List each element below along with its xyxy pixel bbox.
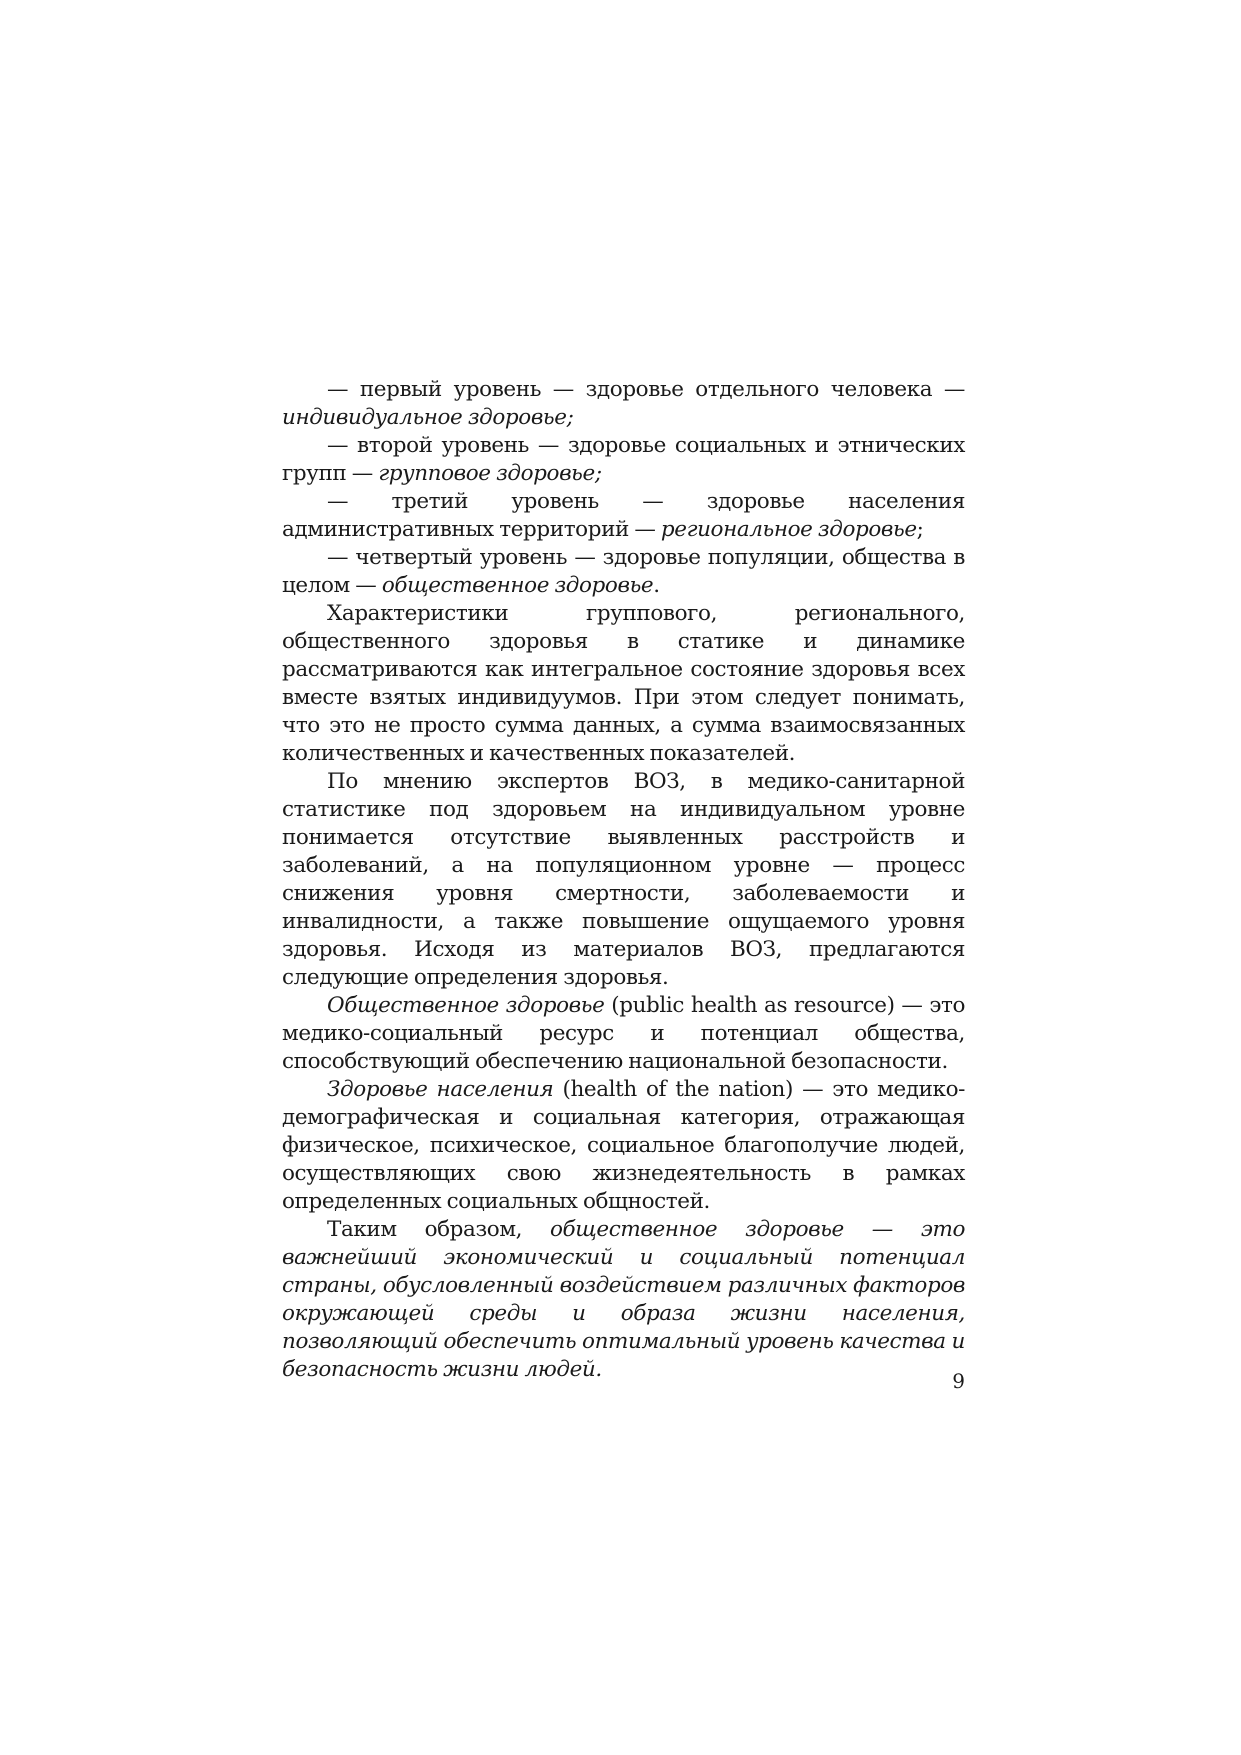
level-1-text: — первый уровень — здоровье отдельного человека — (327, 377, 965, 402)
level-3-text: — третий уровень — здоровье населения административных территорий — (282, 489, 965, 542)
level-3-term: региональное здоровье (660, 517, 917, 542)
level-1-term: индивидуальное здоровье; (282, 405, 574, 430)
definition-population-health-term: Здоровье населения (327, 1077, 554, 1102)
page-number: 9 (952, 1369, 965, 1393)
level-4-text: — четвертый уровень — здоровье популяции, общества в целом — (282, 545, 965, 598)
paragraph-who: По мнению экспертов ВОЗ, в медико-санитарной статистике под здоровьем на индивидуальном уровне понимается отсутствие выявленных расстройств и заболеваний, а на популяционном уровне — процесс снижения уровня смертности, заболеваемости и инвалидности, а также повышение ощущаемого уровня здоровья. Исходя из материалов ВОЗ, предлагаются следующие определения здоровья. (282, 769, 965, 990)
definition-population-health: Здоровье населения (health of the nation) — это медико-демографическая и социальная категория, отражающая физическое, психическое, социальное благополучие людей, осуществляющих свою жизнедеятельность в рамках определенных социальных общностей. (282, 1077, 965, 1214)
level-4: — четвертый уровень — здоровье популяции, общества в целом — общественное здоровье. (282, 545, 965, 598)
definition-public-health-term: Общественное здоровье (327, 993, 605, 1018)
level-2-term: групповое здоровье; (378, 461, 602, 486)
conclusion-emphasis: общественное здоровье — это важнейший экономический и социальный потенциал страны, обусловленный воздействием различных факторов окружающей среды и образа жизни населения, позволяющий обеспечить оптимальный уровень качества и безопасность жизни людей. (282, 1217, 965, 1382)
level-1 (282, 376, 965, 432)
level-2 (282, 432, 965, 488)
page-body (282, 376, 965, 1384)
level-2-text: — второй уровень — здоровье социальных и этнических групп — (282, 433, 965, 486)
paragraph-characteristics: Характеристики группового, регионального, общественного здоровья в статике и динамике рассматриваются как интегральное состояние здоровья всех вместе взятых индивидуумов. При этом следует понимать, что это не просто сумма данных, а сумма взаимосвязанных количественных и качественных показателей. (282, 601, 965, 766)
level-3: — третий уровень — здоровье населения административных территорий — региональное здоровье; (282, 489, 965, 542)
paragraph-conclusion: Таким образом, общественное здоровье — это важнейший экономический и социальный потенциал страны, обусловленный воздействием различных факторов окружающей среды и образа жизни населения, позволяющий обеспечить оптимальный уровень качества и безопасность жизни людей. (282, 1217, 965, 1382)
definition-public-health: Общественное здоровье (public health as resource) — это медико-социальный ресурс и потенциал общества, способствующий обеспечению национальной безопасности. (282, 993, 965, 1074)
level-4-term: общественное здоровье (381, 573, 654, 598)
